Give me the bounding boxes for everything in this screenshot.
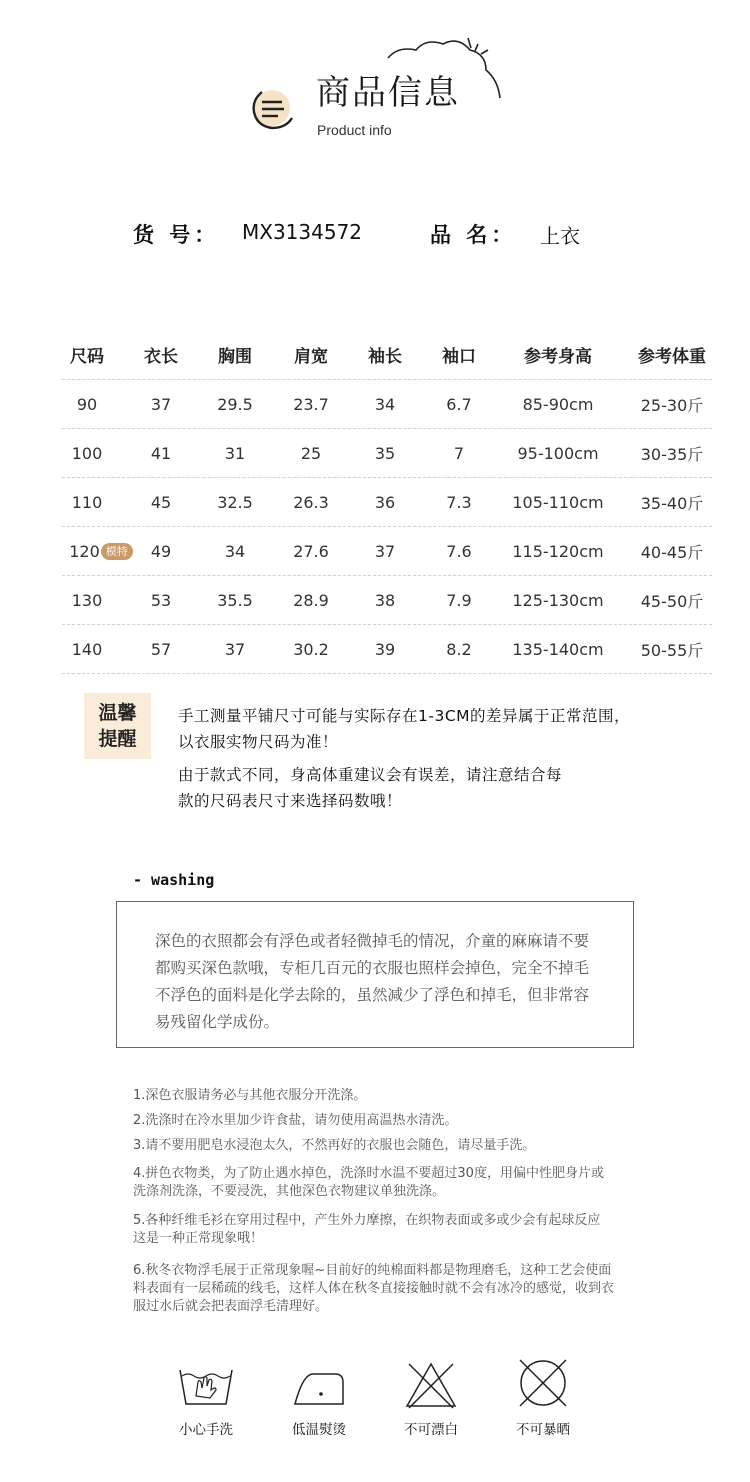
table-cell: 25 [300, 443, 322, 463]
product-name-value: 上衣 [540, 224, 580, 248]
table-cell: 35.5 [217, 590, 253, 610]
table-cell: 7.3 [446, 492, 472, 512]
table-cell: 45-50斤 [640, 591, 704, 611]
table-cell: 28.9 [293, 590, 329, 610]
table-cell: 6.7 [446, 394, 472, 414]
table-cell: 27.6 [293, 541, 329, 561]
table-cell: 135-140cm [512, 639, 604, 659]
washing-notice-box [116, 901, 634, 1048]
table-cell: 34 [224, 541, 246, 561]
hand-wash-icon [178, 1364, 234, 1408]
table-cell: 29.5 [217, 394, 253, 414]
size-cell [50, 429, 124, 477]
table-cell: 37 [150, 394, 172, 414]
table-cell: 35 [374, 443, 396, 463]
size-cell [50, 576, 124, 624]
care-label: 小心手洗 [179, 1422, 233, 1438]
table-cell: 34 [374, 394, 396, 414]
col-header: 肩宽 [294, 347, 328, 367]
no-tumble-dry-icon [516, 1356, 570, 1410]
col-header: 袖长 [368, 347, 402, 367]
size-table [62, 330, 712, 674]
washing-note: 6.秋冬衣物浮毛展于正常现象喔~目前好的纯棉面料都是物理磨毛，这种工艺会使面料表面有一层稀疏的线毛，这样人体在秋冬直接接触时就不会有冰冷的感觉，收到衣服过水后就会把表面浮毛清理好。 [133, 1263, 615, 1314]
model-badge: 模特 [101, 543, 133, 560]
table-cell: 53 [150, 590, 172, 610]
table-cell: 39 [374, 639, 396, 659]
table-cell: 50-55斤 [640, 640, 704, 660]
size-value: 130 [71, 590, 103, 610]
col-header: 袖口 [442, 347, 476, 367]
list-badge-icon [254, 90, 292, 128]
table-cell: 41 [150, 443, 172, 463]
table-row [62, 429, 712, 478]
table-cell: 30.2 [293, 639, 329, 659]
tips-badge-line: 提醒 [98, 728, 137, 750]
size-cell [50, 625, 124, 673]
table-row [62, 576, 712, 625]
size-cell [50, 478, 124, 526]
care-label: 不可暴晒 [516, 1422, 570, 1438]
size-value: 120 [69, 541, 100, 561]
table-cell: 40-45斤 [640, 542, 704, 562]
table-cell: 45 [150, 492, 172, 512]
tips-text-line: 以衣服实物尺码为准！ [178, 733, 339, 751]
care-label: 低温熨烫 [292, 1422, 346, 1438]
care-label: 不可漂白 [404, 1422, 458, 1438]
table-cell: 26.3 [293, 492, 329, 512]
washing-note: 4.拼色衣物类，为了防止遇水掉色，洗涤时水温不要超过30度，用偏中性肥身片或洗涤剂洗涤，不要浸洗，其他深色衣物建议单独洗涤。 [133, 1166, 604, 1199]
table-cell: 8.2 [446, 639, 472, 659]
table-cell: 95-100cm [517, 443, 599, 463]
tips-text-line: 款的尺码表尺寸来选择码数哦！ [178, 792, 403, 810]
col-header: 尺码 [70, 347, 104, 367]
washing-note: 5.各种纤维毛衫在穿用过程中，产生外力摩擦，在织物表面或多或少会有起球反应这是一种正常现象哦！ [133, 1213, 601, 1246]
table-cell: 37 [224, 639, 246, 659]
table-cell: 7.9 [446, 590, 472, 610]
size-value: 110 [71, 492, 103, 512]
table-cell: 23.7 [293, 394, 329, 414]
table-cell: 7 [453, 443, 465, 463]
table-cell: 37 [374, 541, 396, 561]
washing-note: 1.深色衣服请务必与其他衣服分开洗涤。 [133, 1088, 367, 1103]
col-header: 衣长 [144, 347, 178, 367]
table-cell: 57 [150, 639, 172, 659]
table-cell: 35-40斤 [640, 493, 704, 513]
col-header: 胸围 [218, 347, 252, 367]
low-iron-icon [293, 1370, 347, 1406]
tips-badge-line: 温馨 [98, 702, 137, 724]
table-header-row [62, 330, 712, 380]
table-row [62, 625, 712, 674]
table-cell: 31 [224, 443, 246, 463]
table-cell: 85-90cm [522, 394, 594, 414]
table-cell: 25-30斤 [640, 395, 704, 415]
size-cell [50, 380, 124, 428]
table-cell: 125-130cm [512, 590, 604, 610]
table-cell: 7.6 [446, 541, 472, 561]
table-row [62, 380, 712, 429]
page-subtitle: Product info [317, 122, 392, 138]
product-code-value: MX3134572 [242, 220, 363, 244]
tips-text-line: 由于款式不同，身高体重建议会有误差，请注意结合每 [178, 766, 563, 784]
table-cell: 36 [374, 492, 396, 512]
size-value: 100 [71, 443, 103, 463]
col-header: 参考体重 [638, 347, 706, 367]
product-code-label: 货 号： [133, 223, 220, 247]
table-row [62, 527, 712, 576]
product-name-label: 品 名： [430, 223, 517, 247]
table-cell: 38 [374, 590, 396, 610]
table-cell: 30-35斤 [640, 444, 704, 464]
washing-note: 2.洗涤时在冷水里加少许食盐，请勿使用高温热水清洗。 [133, 1113, 458, 1128]
size-value: 90 [76, 394, 98, 414]
table-cell: 32.5 [217, 492, 253, 512]
table-row [62, 478, 712, 527]
washing-notice-text: 深色的衣照都会有浮色或者轻微掉毛的情况，介童的麻麻请不要都购买深色款哦，专柜几百元的衣服也照样会掉色，完全不掉毛不浮色的面料是化学去除的，虽然减少了浮色和掉毛，但非常容易残留化学成份。 [155, 932, 590, 1031]
no-bleach-icon [405, 1360, 457, 1410]
tips-text-line: 手工测量平铺尺寸可能与实际存在1-3CM的差异属于正常范围， [178, 707, 631, 725]
size-value: 140 [71, 639, 103, 659]
page-title: 商品信息 [316, 73, 460, 113]
tips-badge [84, 693, 151, 759]
table-cell: 49 [150, 541, 172, 561]
washing-heading: - washing [133, 871, 215, 889]
table-cell: 105-110cm [512, 492, 604, 512]
washing-note: 3.请不要用肥皂水浸泡太久，不然再好的衣服也会随色，请尽量手洗。 [133, 1138, 536, 1153]
table-cell: 115-120cm [512, 541, 604, 561]
col-header: 参考身高 [524, 347, 592, 367]
